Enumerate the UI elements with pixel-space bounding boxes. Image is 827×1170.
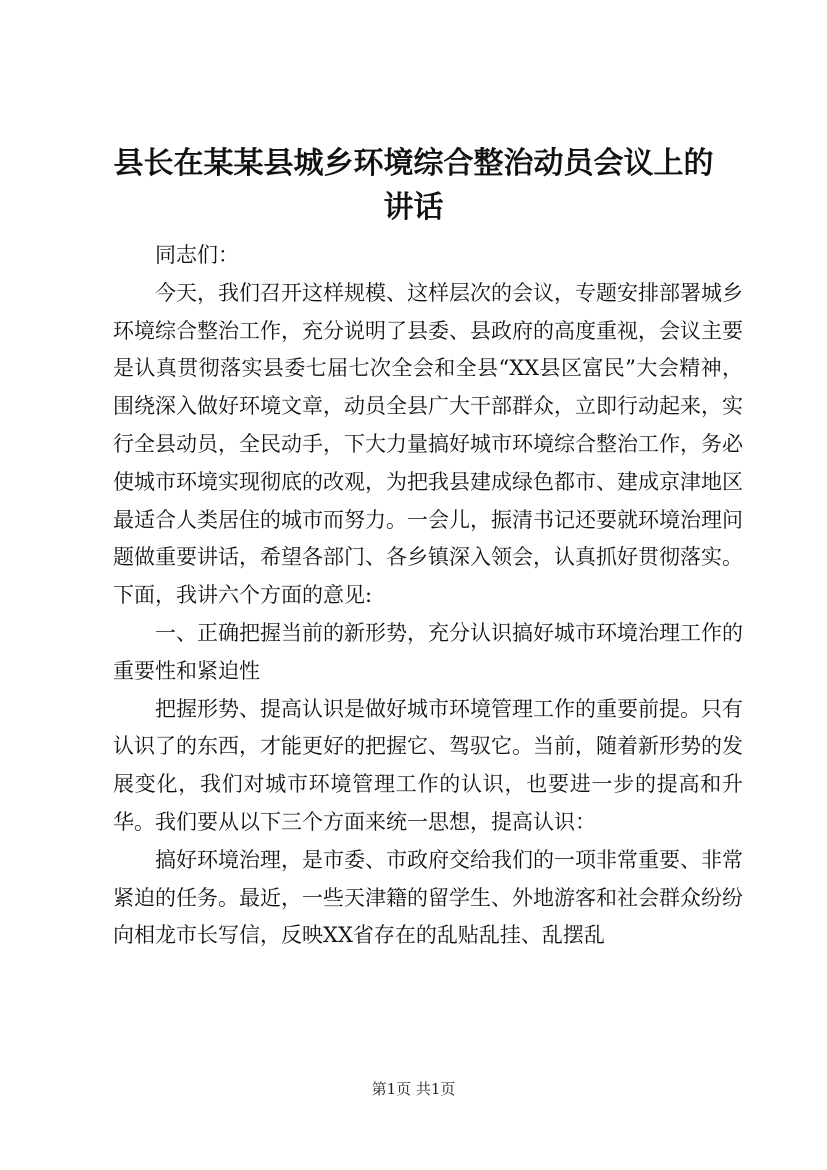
document-body: [113, 237, 743, 955]
salutation-paragraph: 同志们：: [155, 243, 239, 267]
title-line-1: 县长在某某县城乡环境综合整治动员会议上的: [113, 146, 714, 181]
intro-paragraph: 今天，我们召开这样规模、这样层次的会议，专题安排部署城乡环境综合整治工作，充分说明了县委、县政府的高度重视，会议主要是认真贯彻落实县委七届七次全会和全县“XX县区富民”大会精神，围绕深入做好环境文章，动员全县广大干部群众，立即行动起来，实行全县动员，全民动手，下大力量搞好城市环境综合整治工作，务必使城市环境实现彻底的改观，为把我县建成绿色都市、建成京津地区最适合人类居住的城市而努力。一会儿，振清书记还要就环境治理问题做重要讲话，希望各部门、各乡镇深入领会，认真抓好贯彻落实。下面，我讲六个方面的意见:: [113, 280, 743, 608]
section-heading: 一、正确把握当前的新形势，充分认识搞好城市环境治理工作的重要性和紧迫性: [113, 620, 743, 683]
title-line-2: 讲话: [383, 190, 444, 225]
body-paragraph: 把握形势、提高认识是做好城市环境管理工作的重要前提。只有认识了的东西，才能更好的把握它、驾驭它。当前，随着新形势的发展变化，我们对城市环境管理工作的认识，也要进一步的提高和升华。我们要从以下三个方面来统一思想，提高认识：: [113, 696, 743, 834]
body-paragraph: 搞好环境治理，是市委、市政府交给我们的一项非常重要、非常紧迫的任务。最近，一些天津籍的留学生、外地游客和社会群众纷纷向相龙市长写信，反映XX省存在的乱贴乱挂、乱摆乱: [113, 847, 743, 948]
document-title: [100, 142, 727, 230]
page-footer: 第1页 共1页: [371, 1080, 456, 1098]
